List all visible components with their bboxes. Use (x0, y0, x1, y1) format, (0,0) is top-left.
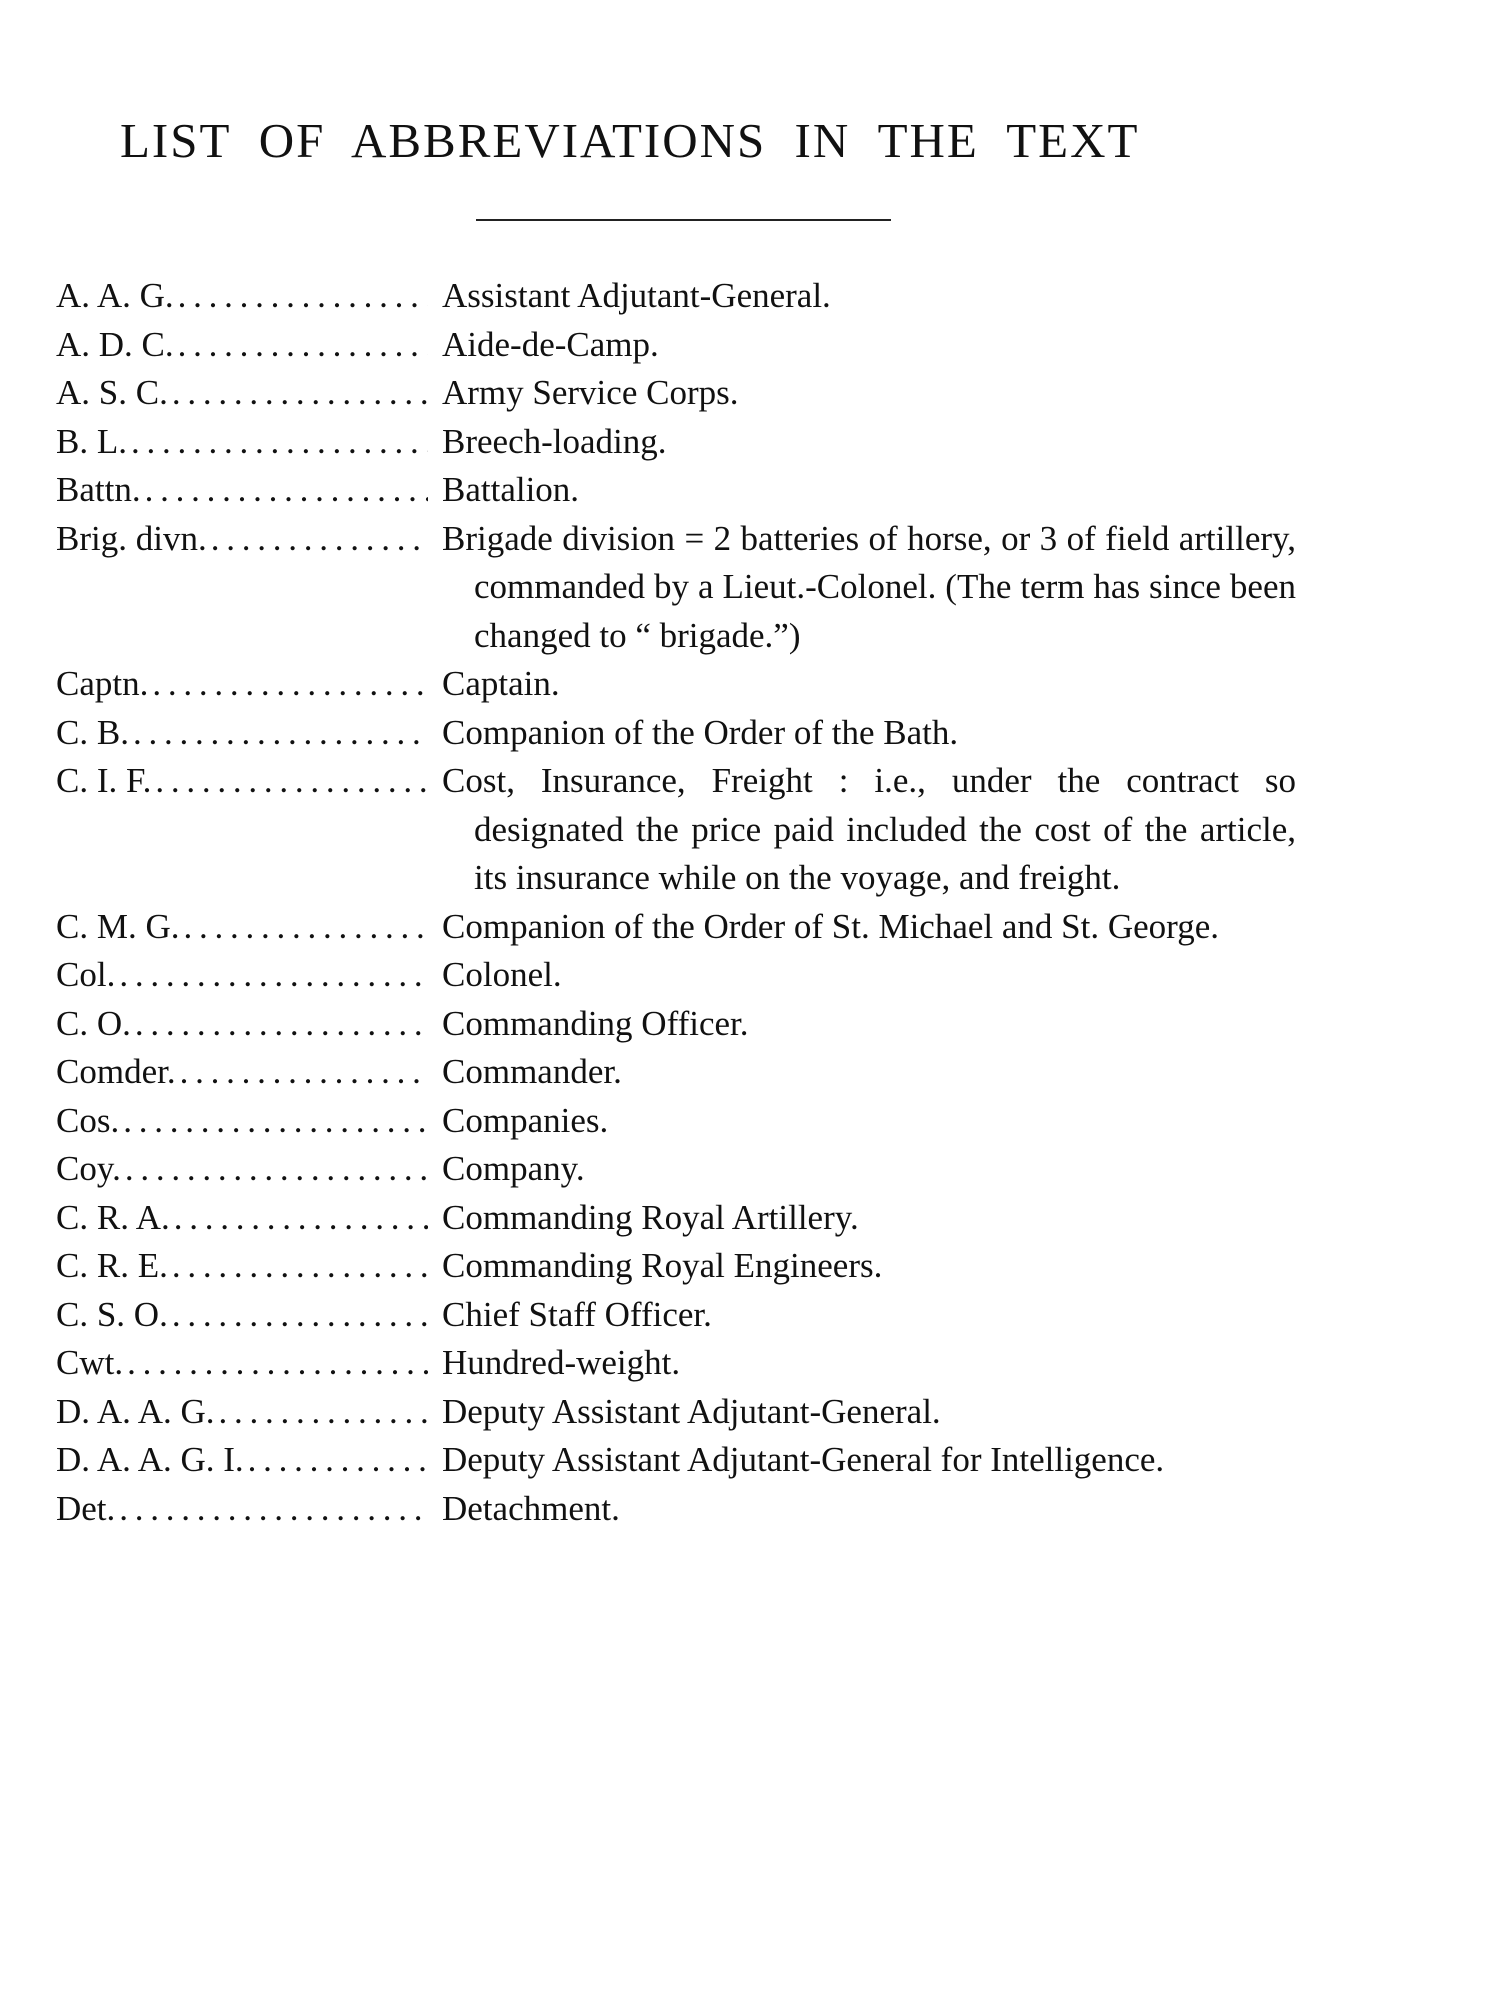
title-rule-divider (476, 219, 891, 221)
abbreviation-meaning: Commanding Royal Engineers. (442, 1246, 883, 1285)
abbreviation-meaning: Cost, Insurance, Freight : i.e., under the contract so designated the price paid included the cost of the article, its insurance while on the voyage, and freight. (442, 761, 1296, 897)
abbreviation-term: C. R. A. (56, 1197, 170, 1237)
abbreviation-entry (56, 757, 1296, 903)
abbreviation-meaning: Colonel. (442, 955, 562, 994)
abbreviation-meaning: Commanding Royal Artillery. (442, 1197, 859, 1237)
abbreviation-entry (56, 1436, 1296, 1485)
abbreviation-term-cell (56, 709, 428, 758)
abbreviation-entry (56, 272, 1296, 321)
dot-leader (141, 466, 428, 515)
abbreviation-meaning: Battalion. (442, 470, 580, 509)
abbreviation-term-cell (56, 466, 428, 515)
abbreviation-meaning: Chief Staff Officer. (442, 1294, 712, 1334)
abbreviation-term-cell (56, 757, 428, 903)
abbreviation-meaning: Company. (442, 1149, 585, 1188)
abbreviation-entry (56, 903, 1296, 952)
dot-leader (215, 1388, 429, 1437)
dot-leader (176, 1048, 428, 1097)
abbreviation-term: C. I. F. (56, 761, 152, 800)
abbreviation-entry (56, 1291, 1296, 1340)
abbreviation-term-cell (56, 1000, 428, 1049)
abbreviation-entry (56, 1485, 1296, 1534)
abbreviation-term-cell (56, 1388, 428, 1437)
abbreviation-term-cell (56, 1339, 428, 1388)
abbreviation-term: C. B. (56, 712, 129, 752)
dot-leader (174, 272, 428, 321)
abbreviation-entry (56, 951, 1296, 1000)
abbreviation-entry (56, 1339, 1296, 1388)
dot-leader (131, 1000, 428, 1049)
abbreviation-term-cell (56, 951, 428, 1000)
abbreviation-meaning: Commanding Officer. (442, 1003, 749, 1043)
abbreviation-term-cell (56, 660, 428, 709)
abbreviation-term: B. L. (56, 421, 127, 461)
dot-leader (207, 515, 428, 661)
abbreviation-meaning: Deputy Assistant Adjutant-General for Intelligence. (442, 1440, 1165, 1479)
abbreviation-term-cell (56, 1048, 428, 1097)
abbreviation-term: D. A. A. G. (56, 1391, 215, 1431)
abbreviation-entry (56, 1097, 1296, 1146)
abbreviation-term: C. S. O. (56, 1294, 168, 1334)
abbreviation-meaning: Companies. (442, 1100, 609, 1140)
abbreviation-term-cell (56, 321, 428, 370)
abbreviation-term: D. A. A. G. I. (56, 1440, 244, 1479)
dot-leader (119, 1097, 428, 1146)
abbreviation-list (56, 272, 1296, 1533)
abbreviation-term: A. S. C. (56, 373, 168, 412)
abbreviation-term-cell (56, 418, 428, 467)
page-title: LIST OF ABBREVIATIONS IN THE TEXT (120, 113, 1140, 168)
abbreviation-term-cell (56, 272, 428, 321)
abbreviation-term: C. M. G. (56, 906, 180, 946)
abbreviation-term-cell (56, 1194, 428, 1243)
abbreviation-term-cell (56, 903, 428, 952)
abbreviation-entry (56, 1242, 1296, 1291)
dot-leader (168, 369, 428, 418)
dot-leader (129, 709, 428, 758)
abbreviation-meaning: Breech-loading. (442, 421, 667, 461)
abbreviation-term-cell (56, 515, 428, 661)
abbreviation-meaning: Deputy Assistant Adjutant-General. (442, 1391, 941, 1431)
abbreviation-entry (56, 369, 1296, 418)
abbreviation-term-cell (56, 369, 428, 418)
abbreviation-meaning: Aide-de-Camp. (442, 324, 659, 364)
dot-leader (151, 757, 428, 903)
abbreviation-term: A. A. G. (56, 276, 174, 315)
abbreviation-meaning: Assistant Adjutant-General. (442, 276, 831, 315)
abbreviation-meaning: Army Service Corps. (442, 373, 739, 412)
abbreviation-entry (56, 1000, 1296, 1049)
abbreviation-term: Cos. (56, 1100, 120, 1140)
abbreviation-term-cell (56, 1436, 428, 1485)
dot-leader (123, 1339, 428, 1388)
dot-leader (174, 321, 428, 370)
abbreviation-entry (56, 466, 1296, 515)
dot-leader (244, 1436, 428, 1485)
abbreviation-term: Col. (56, 955, 116, 994)
abbreviation-entry (56, 515, 1296, 661)
abbreviation-meaning: Companion of the Order of the Bath. (442, 712, 959, 752)
abbreviation-meaning: Captain. (442, 664, 560, 703)
dot-leader (127, 418, 428, 467)
abbreviation-term-cell (56, 1291, 428, 1340)
abbreviation-entry (56, 321, 1296, 370)
dot-leader (121, 1145, 428, 1194)
abbreviation-term: A. D. C. (56, 324, 174, 364)
dot-leader (180, 903, 429, 952)
abbreviation-term-cell (56, 1097, 428, 1146)
abbreviation-entry (56, 1145, 1296, 1194)
dot-leader (168, 1291, 428, 1340)
abbreviation-term: C. O. (56, 1003, 131, 1043)
abbreviation-meaning: Brigade division = 2 batteries of horse, or 3 of field artillery, commanded by a Lieut.-Colonel. (The term has since been changed to “ brigade.”) (442, 518, 1296, 655)
abbreviation-term: Battn. (56, 470, 141, 509)
abbreviation-term: Comder. (56, 1052, 176, 1091)
dot-leader (168, 1242, 428, 1291)
abbreviation-meaning: Detachment. (442, 1488, 620, 1528)
abbreviation-entry (56, 709, 1296, 758)
abbreviation-term: Brig. divn. (56, 518, 207, 558)
abbreviation-entry (56, 1388, 1296, 1437)
abbreviation-entry (56, 418, 1296, 467)
abbreviation-meaning: Hundred-weight. (442, 1343, 681, 1382)
dot-leader (115, 951, 428, 1000)
abbreviation-entry (56, 1048, 1296, 1097)
abbreviation-entry (56, 660, 1296, 709)
abbreviation-term-cell (56, 1485, 428, 1534)
abbreviation-term: C. R. E. (56, 1246, 168, 1285)
abbreviation-term: Coy. (56, 1149, 121, 1188)
abbreviation-meaning: Companion of the Order of St. Michael and St. George. (442, 906, 1219, 946)
abbreviation-term-cell (56, 1145, 428, 1194)
dot-leader (115, 1485, 428, 1534)
abbreviation-meaning: Commander. (442, 1052, 622, 1091)
abbreviation-term: Cwt. (56, 1343, 124, 1382)
abbreviation-term-cell (56, 1242, 428, 1291)
dot-leader (148, 660, 428, 709)
dot-leader (170, 1194, 428, 1243)
abbreviation-term: Det. (56, 1488, 116, 1528)
abbreviation-term: Captn. (56, 664, 149, 703)
abbreviation-entry (56, 1194, 1296, 1243)
